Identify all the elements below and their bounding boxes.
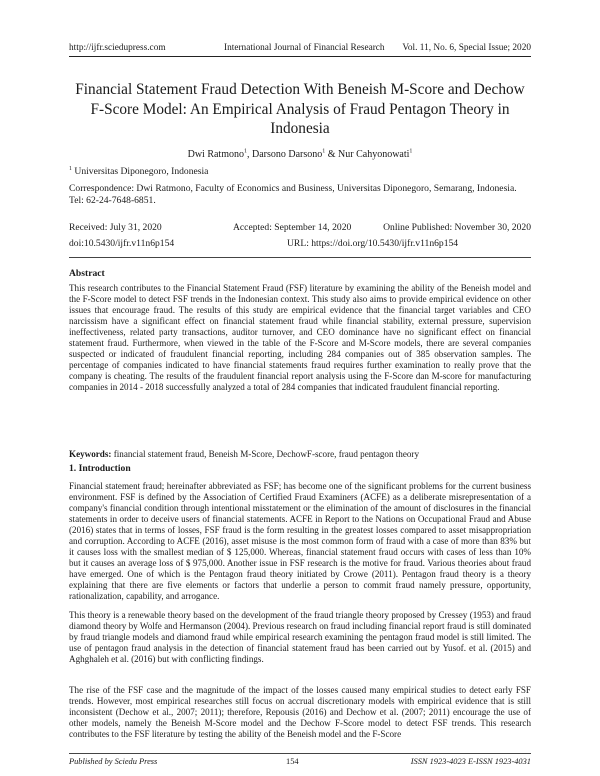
doi-url-link[interactable]: URL: https://doi.org/10.5430/ijfr.v11n6p154	[287, 238, 459, 249]
introduction-heading: 1. Introduction	[69, 463, 131, 474]
running-header	[69, 42, 531, 57]
author-ratmono: Dwi Ratmono	[187, 149, 244, 160]
abstract-heading: Abstract	[69, 268, 105, 279]
received-date: Received: July 31, 2020	[69, 222, 162, 233]
author-cahyonowati: & Nur Cahyonowati	[325, 149, 410, 160]
footer-divider	[69, 753, 531, 754]
volume-info: Vol. 11, No. 6, Special Issue; 2020	[402, 43, 531, 53]
publication-dates	[69, 222, 531, 234]
publisher: Published by Sciedu Press	[69, 757, 158, 766]
journal-url-link[interactable]: http://ijfr.sciedupress.com	[69, 43, 166, 53]
accepted-date: Accepted: September 14, 2020	[233, 222, 352, 233]
published-date: Online Published: November 30, 2020	[383, 222, 531, 233]
affiliation: $^1$ Universitas Diponegoro, Indonesia	[69, 165, 209, 177]
page-footer	[69, 757, 531, 769]
paragraph-2: This theory is a renewable theory based on the development of the fraud triangle theory proposed by Cressey (1953) and fraud diamond theory by Wolfe and Hermanson (2004). Previous research on fraud including financial report fraud is still dominated by fraud triangle models and diamond fraud while empirical research examining the pentagon fraud model is still limited. The use of pentagon fraud analysis in the detection of financial statement fraud has been carried out by Yusof. et al. (2015) and Aghghaleh et al. (2016) but with conflicting findings.	[69, 610, 531, 665]
abstract-text: This research contributes to the Financial Statement Fraud (FSF) literature by examining the ability of the Beneish model and the F-Score model to detect FSF trends in the Indonesian context. This study also aims to provide empirical evidence on other issues that encourage fraud. The results of this study are empirical evidence that the financial target variables and CEO narcissism have a significant effect on financial statement fraud while financial stability, external pressure, supervision ineffectiveness, related party transactions, auditor turnover, and CEO dominance have no significant effect on financial statement fraud. Furthermore, when viewed in the table of the F-Score and M-Score models, there are several companies suspected or indicated of fraudulent financial reporting, including 284 companies out of 385 observation samples. The percentage of companies indicated to have financial statements fraud requires further examination to really prove that the company is cheating. The results of the fraudulent financial report analysis using the F-Score dan M-score for manufacturing companies in 2014 - 2018 successfully analyzed a total of 284 companies that indicated fraudulent financial reporting.	[69, 283, 531, 393]
paper-title: Financial Statement Fraud Detection With Beneish M-Score and Dechow F-Score Model: An Empirical Analysis of Fraud Pentagon Theory in Indonesia	[75, 81, 525, 137]
page-number: 154	[286, 757, 299, 766]
divider	[69, 257, 531, 258]
journal-name: International Journal of Financial Research	[224, 43, 385, 53]
author-darsono: , Darsono Darsono	[246, 149, 323, 160]
correspondence: Correspondence: Dwi Ratmono, Faculty of Economics and Business, Universitas Diponegoro, Semarang, Indonesia. Tel: 62-24-7648-6851.	[69, 183, 517, 206]
paragraph-3: The rise of the FSF case and the magnitude of the impact of the losses caused many empirical studies to detect early FSF trends. However, most empirical researches still focus on accrual discretionary models with empirical evidence that is still inconsistent (Dechow et al., 2007; 2011); therefore, Repousis (2016) and Dechow et al. (2007; 2011) encourage the use of other models, namely the Beneish M-Score model and the Dechow F-Score model to detect FSF trends. This research contributes to the FSF literature by testing the ability of the Beneish model and the F-Score	[69, 685, 531, 740]
author-list: Dwi Ratmono$^1$, Darsono Darsono$^1$ & Nur Cahyonowati$^1$	[187, 148, 413, 160]
issn: ISSN 1923-4023 E-ISSN 1923-4031	[410, 757, 531, 766]
doi: doi:10.5430/ijfr.v11n6p154	[69, 238, 175, 249]
doi-row	[69, 238, 531, 250]
keywords: Keywords: financial statement fraud, Beneish M-Score, DechowF-score, fraud pentagon theory	[69, 449, 420, 459]
paragraph-1: Financial statement fraud; hereinafter abbreviated as FSF; has become one of the significant problems for the current business environment. FSF is defined by the Association of Certified Fraud Examiners (ACFE) as a deliberate misrepresentation of a company's financial condition through intentional misstatement or the elimination of the amount of disclosures in the financial statements in order to deceive users of financial statements. ACFE in Report to the Nations on Occupational Fraud and Abuse (2016) states that in terms of losses, FSF fraud is the form resulting in the greatest losses compared to asset misappropriation and corruption. According to ACFE (2016), asset misuse is the most common form of fraud with a case of more than 83% but it causes loss with the smallest median of $ 125,000. Whereas, financial statement fraud occurs with cases of less than 10% but it causes an average loss of $ 975,000. Another issue in FSF research is the motive for fraud. Various theories about fraud have emerged. One of which is the Pentagon fraud theory initiated by Crowe (2011). Pentagon fraud theory is a theory explaining that there are five elements or factors that underlie a person to commit fraud namely pressure, opportunity, rationalization, capability, and arrogance.	[69, 481, 531, 602]
